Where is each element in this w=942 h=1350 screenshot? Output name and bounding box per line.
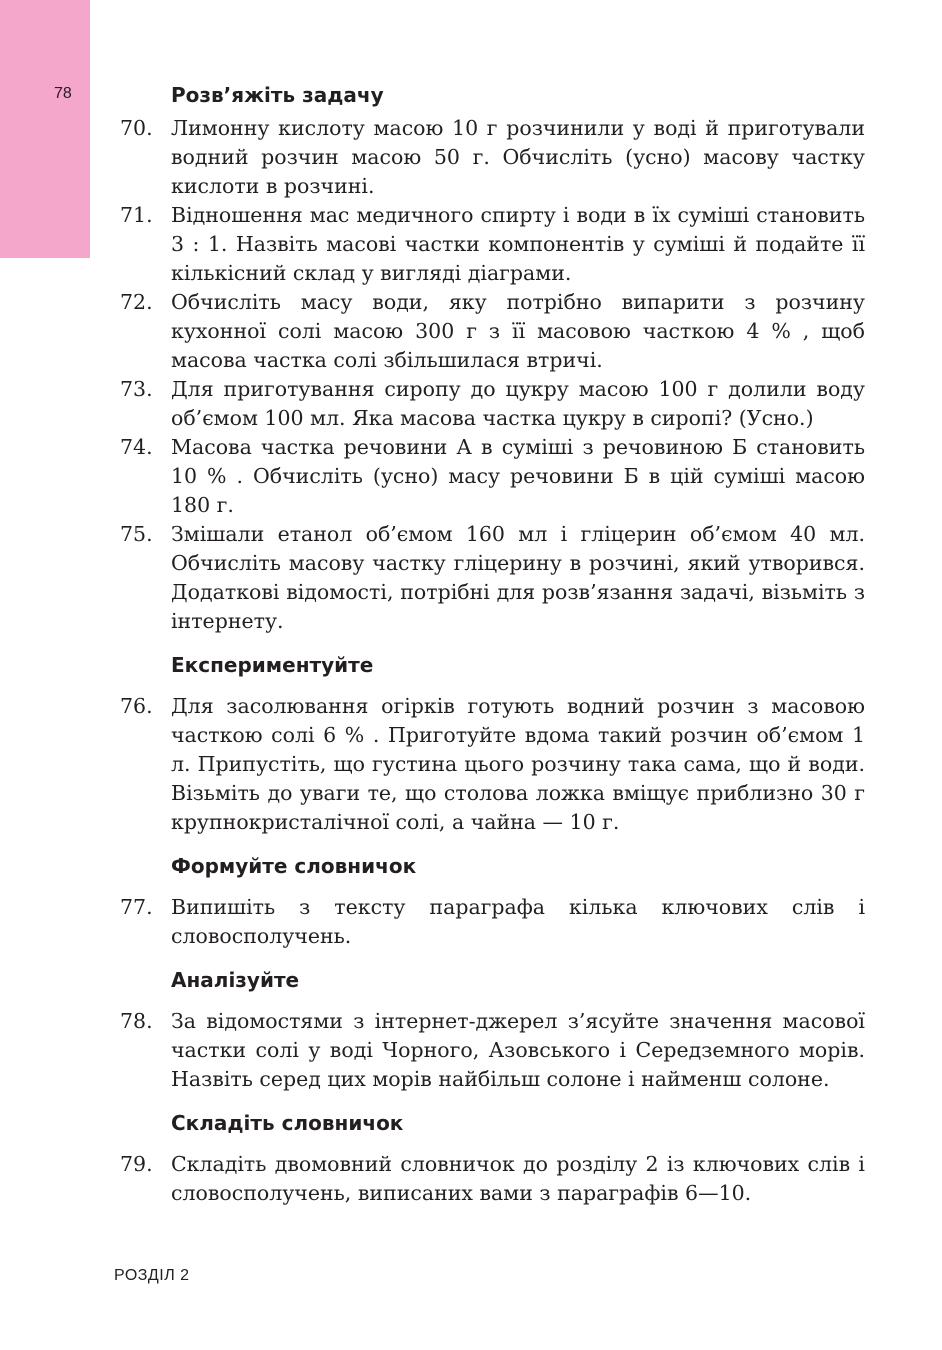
task-item: [120, 1150, 865, 1208]
page-content: [120, 80, 865, 1208]
task-text: Лимонну кислоту масою 10 г розчинили у воді й приготували водний розчин масою 50 г. Обчисліть (усно) масову частку кислоти в розчині.: [171, 116, 865, 198]
task-number: 78.: [120, 1009, 153, 1033]
section-heading: Складіть словничок: [171, 1111, 404, 1135]
task-number: 73.: [120, 377, 153, 401]
task-item: [120, 375, 865, 433]
task-text: Складіть двомовний словничок до розділу 2 із ключових слів і словосполучень, виписаних вами з параграфів 6—10.: [171, 1152, 865, 1205]
task-text: Для засолювання огірків готують водний розчин з масовою часткою солі 6 % . Приготуйте вдома такий розчин об’ємом 1 л. Припустіть, що густина цього розчину така сама, що й води. Візьміть до уваги те, що столова ложка вміщує приблизно 30 г крупнокристалічної солі, а чайна — 10 г.: [171, 694, 865, 834]
task-text: За відомостями з інтернет-джерел з’ясуйте значення масової частки солі у воді Чорного, Азовського і Середземного морів. Назвіть серед цих морів найбільш солоне і найменш солоне.: [171, 1009, 865, 1091]
task-number: 72.: [120, 290, 153, 314]
task-number: 70.: [120, 116, 153, 140]
task-item: [120, 201, 865, 288]
task-number: 74.: [120, 435, 153, 459]
section-heading: Формуйте словничок: [171, 854, 417, 878]
task-number: 77.: [120, 895, 153, 919]
section-heading: Розв’яжіть задачу: [171, 83, 384, 107]
chapter-color-tab: [0, 0, 90, 258]
page-number: 78: [54, 85, 72, 102]
task-number: 79.: [120, 1152, 153, 1176]
task-text: Обчисліть масу води, яку потрібно випарити з розчину кухонної солі масою 300 г з її масовою часткою 4 % , щоб масова частка солі збільшилася втричі.: [171, 290, 865, 372]
task-number: 71.: [120, 203, 153, 227]
task-item: [120, 520, 865, 636]
task-number: 75.: [120, 522, 153, 546]
chapter-footer-label: РОЗДІЛ 2: [114, 1267, 190, 1284]
task-item: [120, 692, 865, 837]
task-text: Випишіть з тексту параграфа кілька ключових слів і словосполучень.: [171, 895, 865, 948]
section-heading: Аналізуйте: [171, 968, 300, 992]
task-text: Для приготування сиропу до цукру масою 100 г долили воду об’ємом 100 мл. Яка масова частка цукру в сиропі? (Усно.): [171, 377, 865, 430]
task-item: [120, 114, 865, 201]
task-item: [120, 433, 865, 520]
task-text: Змішали етанол об’ємом 160 мл і гліцерин об’ємом 40 мл. Обчисліть масову частку гліцерину в розчині, який утворився. Додаткові відомості, потрібні для розв’язання задачі, візьміть з інтернету.: [171, 522, 865, 633]
section-heading: Експериментуйте: [171, 653, 374, 677]
task-item: [120, 288, 865, 375]
task-item: [120, 1007, 865, 1094]
task-text: Відношення мас медичного спирту і води в їх суміші становить 3 : 1. Назвіть масові частки компонентів у суміші й подайте її кількісний склад у вигляді діаграми.: [171, 203, 865, 285]
task-number: 76.: [120, 694, 153, 718]
task-text: Масова частка речовини А в суміші з речовиною Б становить 10 % . Обчисліть (усно) масу речовини Б в цій суміші масою 180 г.: [171, 435, 865, 517]
task-item: [120, 893, 865, 951]
